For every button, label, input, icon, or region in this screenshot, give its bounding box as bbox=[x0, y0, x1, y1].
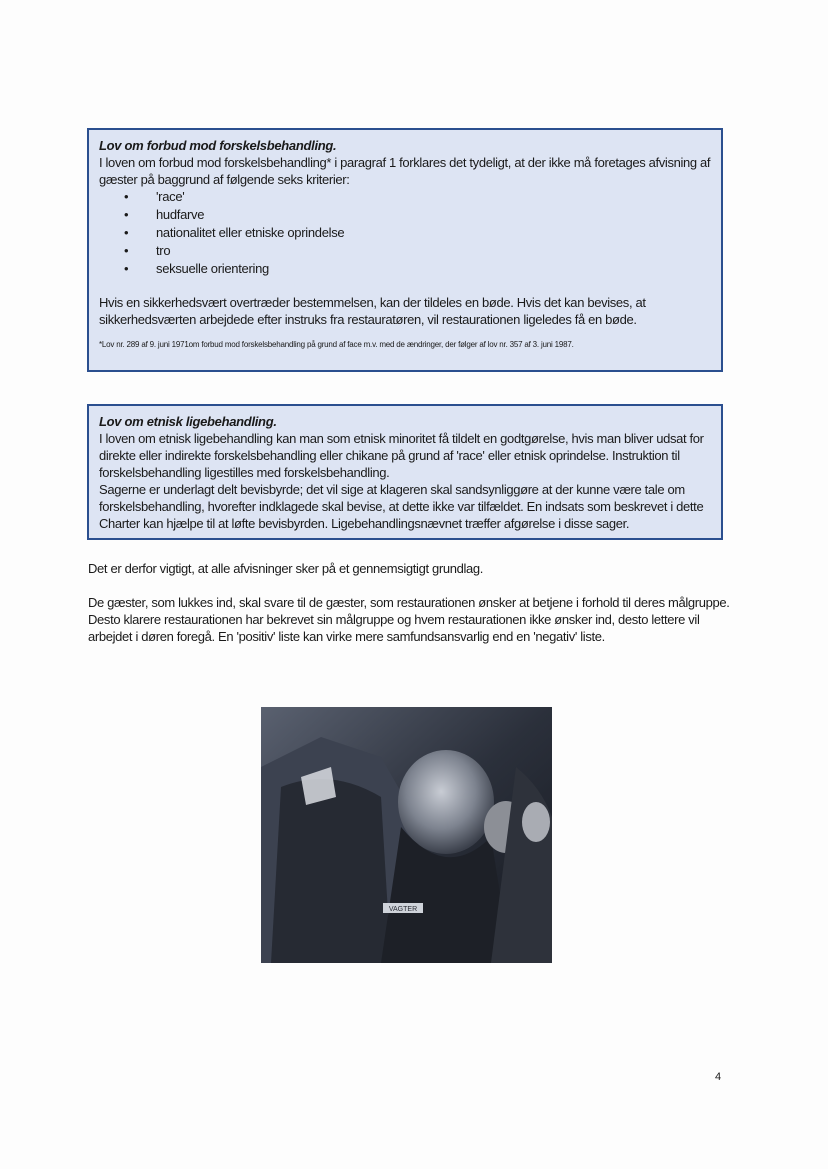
law-box-ethnic-equality bbox=[87, 404, 723, 540]
badge-text: VAGTER bbox=[388, 906, 418, 913]
bullet-icon: • bbox=[124, 189, 129, 204]
list-item: • nationalitet eller etniske oprindelse bbox=[124, 225, 345, 240]
list-item: • hudfarve bbox=[124, 207, 205, 222]
list-item: • tro bbox=[124, 243, 171, 258]
criteria-list bbox=[99, 188, 711, 278]
box-paragraph: I loven om etnisk ligebehandling kan man som etnisk minoritet få tildelt en godtgørelse, hvis man bliver udsat for direkte eller indirekte forskelsbehandling eller chikane på grund af 'race' eller etnisk oprindelse. Instruktion til forskelsbehandling ligestilles med forskelsbehandling. bbox=[99, 431, 704, 480]
photo-doorman bbox=[261, 707, 552, 963]
bullet-icon: • bbox=[124, 225, 129, 240]
box-paragraph: Hvis en sikkerhedsvært overtræder bestemmelsen, kan der tildeles en bøde. Hvis det kan bevises, at sikkerhedsværten arbejdede efter instruks fra restauratøren, vil restaurationen ligeledes få en bøde. bbox=[99, 295, 646, 327]
bullet-icon: • bbox=[124, 261, 129, 276]
box-title: Lov om etnisk ligebehandling. bbox=[99, 414, 277, 429]
footnote: *Lov nr. 289 af 9. juni 1971om forbud mod forskelsbehandling på grund af face m.v. med de ændringer, der følger af lov nr. 357 af 3. juni 1987. bbox=[99, 340, 574, 349]
box-paragraph: Sagerne er underlagt delt bevisbyrde; det vil sige at klageren skal sandsynliggøre at der kunne være tale om forskelsbehandling, hvorefter indklagede skal bevise, at dette ikke var tilfældet. En indsats som beskrevet i dette Charter kan hjælpe til at løfte bevisbyrden. Ligebehandlingsnævnet træffer afgørelse i disse sager. bbox=[99, 482, 704, 531]
bullet-icon: • bbox=[124, 243, 129, 258]
body-paragraph: Det er derfor vigtigt, at alle afvisninger sker på et gennemsigtigt grundlag. bbox=[88, 561, 484, 576]
list-item: • seksuelle orientering bbox=[124, 261, 269, 276]
list-item: • 'race' bbox=[124, 189, 185, 204]
body-paragraph: De gæster, som lukkes ind, skal svare til de gæster, som restaurationen ønsker at betjene i forhold til deres målgruppe. Desto klarere restaurationen har bekrevet sin målgruppe og hvem restaurationen ikke ønsker ind, desto lettere vil arbejdet i døren foregå. En 'positiv' liste kan virke mere samfundsansvarlig end en 'negativ' liste. bbox=[88, 595, 730, 644]
law-box-discrimination bbox=[87, 128, 723, 372]
bullet-icon: • bbox=[124, 207, 129, 222]
box-title: Lov om forbud mod forskelsbehandling. bbox=[99, 138, 337, 153]
page-number: 4 bbox=[715, 1071, 722, 1083]
box-intro: I loven om forbud mod forskelsbehandling* i paragraf 1 forklares det tydeligt, at der ikke må foretages afvisning af gæster på baggrund af følgende seks kriterier: bbox=[99, 155, 711, 187]
